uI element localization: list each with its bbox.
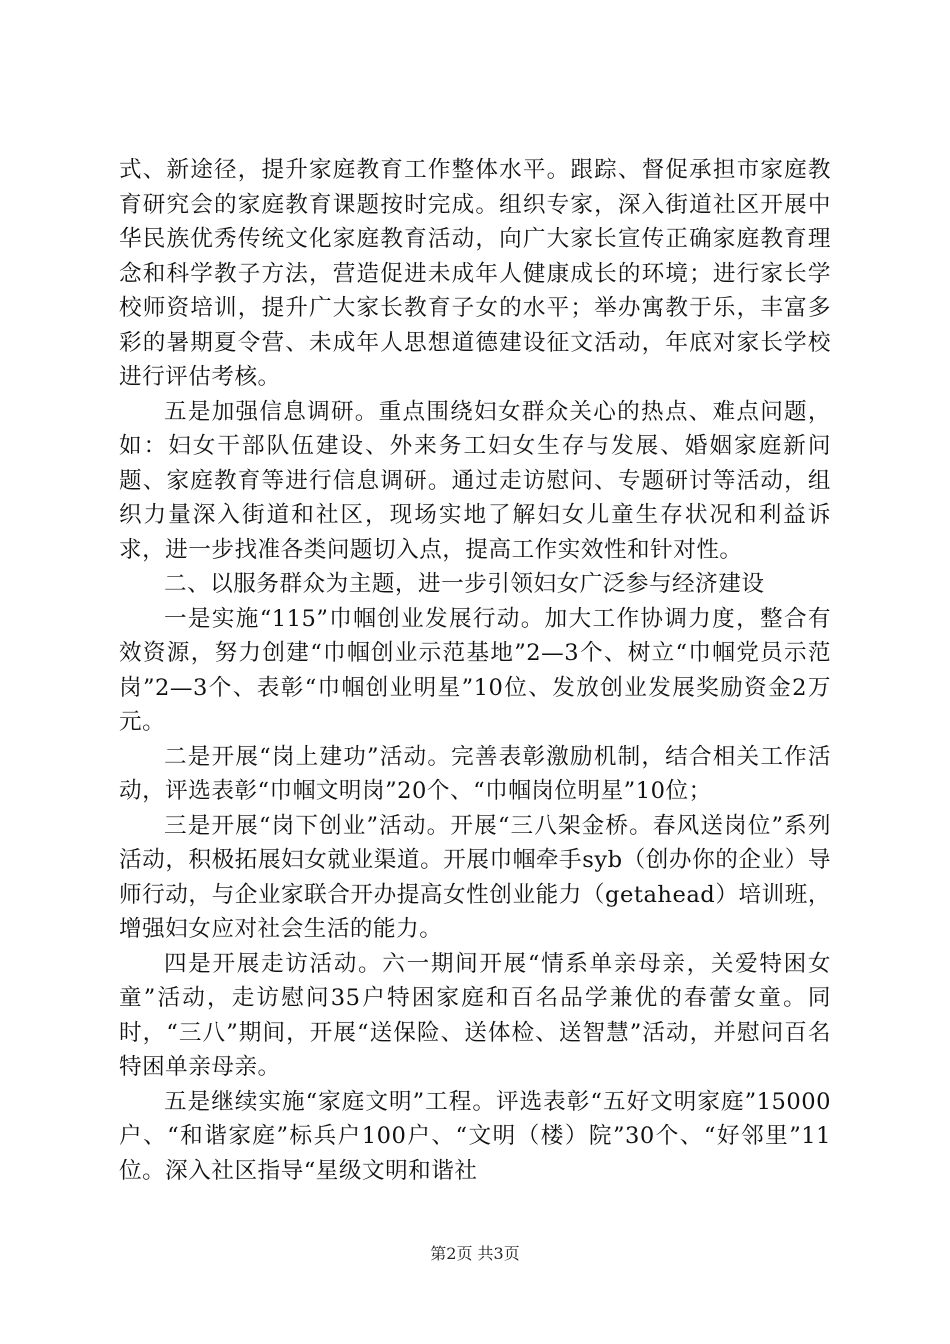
paragraph-information-research: 五是加强信息调研。重点围绕妇女群众关心的热点、难点问题，如：妇女干部队伍建设、外来务工妇女生存与发展、婚姻家庭新问题、家庭教育等进行信息调研。通过走访慰问、专题研讨等活动，组织力量深入街道和社区，现场实地了解妇女儿童生存状况和利益诉求，进一步找准各类问题切入点，提高工作实效性和针对性。 (119, 398, 831, 563)
section-heading-economic-construction: 二、以服务群众为主题，进一步引领妇女广泛参与经济建设 (164, 571, 765, 597)
paragraph-on-post-merit: 二是开展“岗上建功”活动。完善表彰激励机制，结合相关工作活动，评选表彰“巾帼文明岗”20个、“巾帼岗位明星”10位； (119, 743, 831, 804)
paragraph-family-civilization: 五是继续实施“家庭文明”工程。评选表彰“五好文明家庭”15000户、“和谐家庭”标兵户100户、“文明（楼）院”30个、“好邻里”11位。深入社区指导“星级文明和谐社 (119, 1088, 831, 1184)
page-number-footer: 第2页 共3页 (430, 1244, 520, 1263)
paragraph-visit-activities: 四是开展走访活动。六一期间开展“情系单亲母亲，关爱特困女童”活动，走访慰问35户特困家庭和百名品学兼优的春蕾女童。同时，“三八”期间，开展“送保险、送体检、送智慧”活动，并慰问百名特困单亲母亲。 (119, 950, 831, 1080)
paragraph-off-post-startup: 三是开展“岗下创业”活动。开展“三八架金桥。春风送岗位”系列活动，积极拓展妇女就业渠道。开展巾帼牵手syb（创办你的企业）导师行动，与企业家联合开办提高女性创业能力（getahead）培训班，增强妇女应对社会生活的能力。 (119, 812, 831, 942)
paragraph-family-education: 式、新途径，提升家庭教育工作整体水平。跟踪、督促承担市家庭教育研究会的家庭教育课题按时完成。组织专家，深入街道社区开展中华民族优秀传统文化家庭教育活动，向广大家长宣传正确家庭教育理念和科学教子方法，营造促进未成年人健康成长的环境；进行家长学校师资培训，提升广大家长教育子女的水平；举办寓教于乐，丰富多彩的暑期夏令营、未成年人思想道德建设征文活动，年底对家长学校进行评估考核。 (119, 157, 831, 390)
paragraph-entrepreneurship-action: 一是实施“115”巾帼创业发展行动。加大工作协调力度，整合有效资源，努力创建“巾帼创业示范基地”2—3个、树立“巾帼党员示范岗”2—3个、表彰“巾帼创业明星”10位、发放创业发展奖励资金2万元。 (119, 605, 831, 735)
document-body (119, 153, 831, 1188)
